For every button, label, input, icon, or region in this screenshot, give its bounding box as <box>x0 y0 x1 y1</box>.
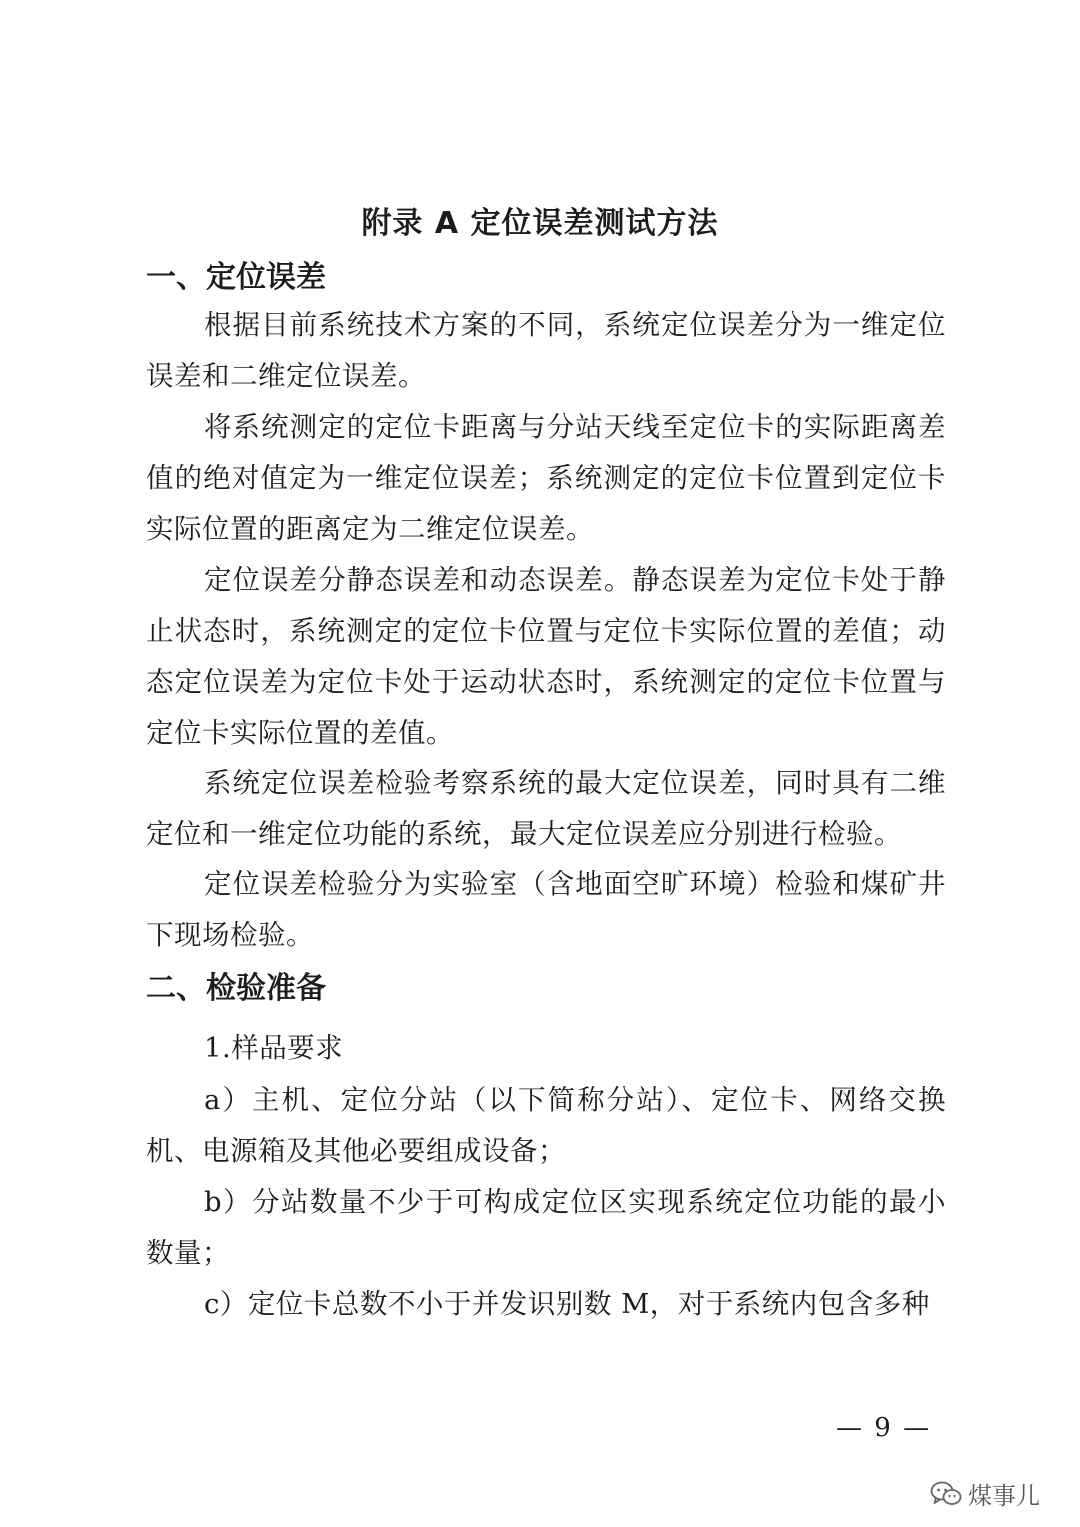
watermark-text: 煤事儿 <box>968 1482 1040 1510</box>
list-item: b）分站数量不少于可构成定位区实现系统定位功能的最小数量； <box>146 1186 946 1269</box>
list-item: a）主机、定位分站（以下简称分站）、定位卡、网络交换机、电源箱及其他必要组成设备； <box>146 1084 946 1167</box>
paragraph: 系统定位误差检验考察系统的最大定位误差，同时具有二维定位和一维定位功能的系统，最大定位误差应分别进行检验。 <box>146 767 946 850</box>
paragraph: 根据目前系统技术方案的不同，系统定位误差分为一维定位误差和二维定位误差。 <box>146 309 946 392</box>
page-title: 附录 A 定位误差测试方法 <box>361 206 719 241</box>
paragraph: 将系统测定的定位卡距离与分站天线至定位卡的实际距离差值的绝对值定为一维定位误差；系统测定的定位卡位置到定位卡实际位置的距离定为二维定位误差。 <box>146 411 946 545</box>
list-item: c）定位卡总数不小于并发识别数 M，对于系统内包含多种 <box>204 1288 930 1320</box>
watermark <box>930 1476 1040 1511</box>
paragraph: 定位误差检验分为实验室（含地面空旷环境）检验和煤矿井下现场检验。 <box>146 868 946 951</box>
wechat-icon <box>930 1480 962 1508</box>
sample-requirements-subheading: 1.样品要求 <box>204 1032 344 1064</box>
section-2-heading: 二、检验准备 <box>146 971 326 1006</box>
section-1-heading: 一、定位误差 <box>146 260 326 295</box>
paragraph: 定位误差分静态误差和动态误差。静态误差为定位卡处于静止状态时，系统测定的定位卡位置与定位卡实际位置的差值；动态定位误差为定位卡处于运动状态时，系统测定的定位卡位置与定位卡实际位置的差值。 <box>146 564 946 749</box>
page-number: — 9 — <box>836 1413 932 1443</box>
